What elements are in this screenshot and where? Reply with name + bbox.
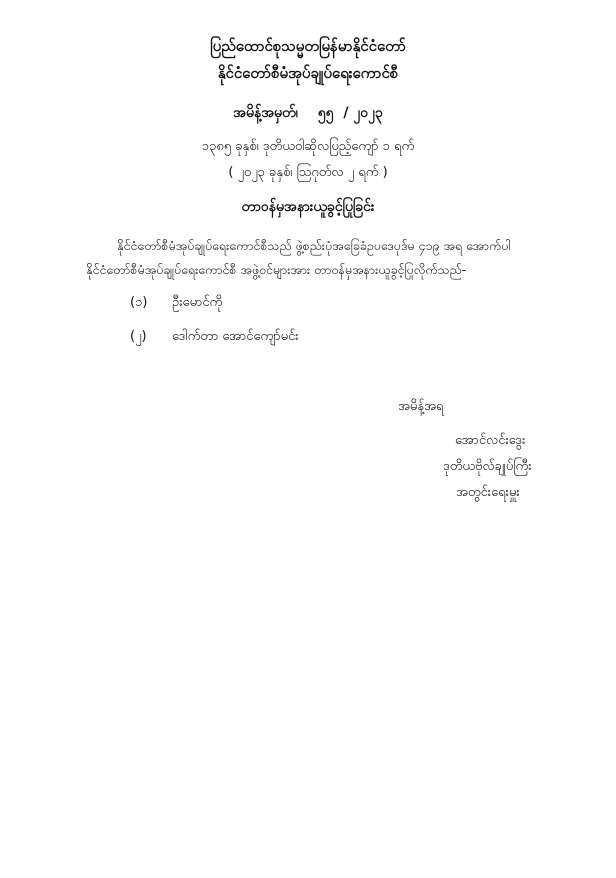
list-item-number: (၁) (130, 295, 148, 310)
order-year: / ၂၀၂၃ (343, 105, 383, 121)
office-heading: နိုင်ငံတော်စီမံအုပ်ချုပ်ရေးကောင်စီ (217, 64, 399, 82)
date-line-gregorian: ( ၂၀၂၃ ခုနှစ်၊ ဩဂုတ်လ ၂ ရက် ) (228, 165, 388, 180)
paragraph-line-2: နိုင်ငံတော်စီမံအုပ်ချုပ်ရေးကောင်စီ အဖွဲ့ဝင်များအား တာဝန်မှအနားယူခွင့်ပြုလိုက်သည်- (86, 262, 467, 277)
by-order-label: အမိန့်အရ (398, 399, 444, 414)
signatory-name: အောင်လင်းဒွေး (455, 433, 526, 448)
list-item-number: (၂) (130, 329, 147, 344)
date-line: ၁၃၈၅ ခုနှစ်၊ ဒုတိယဝါဆိုလပြည့်ကျော် ၁ ရက် (201, 139, 415, 154)
subject-heading: တာဝန်မှအနားယူခွင့်ပြုခြင်း (241, 199, 375, 215)
signatory-title: အတွင်းရေးမှူး (456, 485, 520, 500)
signatory-rank: ဒုတိယဗိုလ်ချုပ်ကြီး (443, 459, 532, 474)
country-heading: ပြည်ထောင်စုသမ္မတမြန်မာနိုင်ငံတော် (210, 37, 406, 55)
order-number-line (0, 103, 616, 124)
order-label: အမိန့်အမှတ်၊ (233, 105, 298, 121)
paragraph-line-1: နိုင်ငံတော်စီမံအုပ်ချုပ်ရေးကောင်စီသည် ဖွဲ့စည်းပုံအခြေခံဥပဒေပုဒ်မ ၄၁၉ အရ အောက်ပါ (117, 238, 511, 253)
list-item-name: ဒေါက်တာ အောင်ကျော်မင်း (172, 329, 299, 344)
order-number: ၅၅ (317, 105, 334, 121)
list-item-name: ဦးမောင်ကို (172, 295, 223, 310)
